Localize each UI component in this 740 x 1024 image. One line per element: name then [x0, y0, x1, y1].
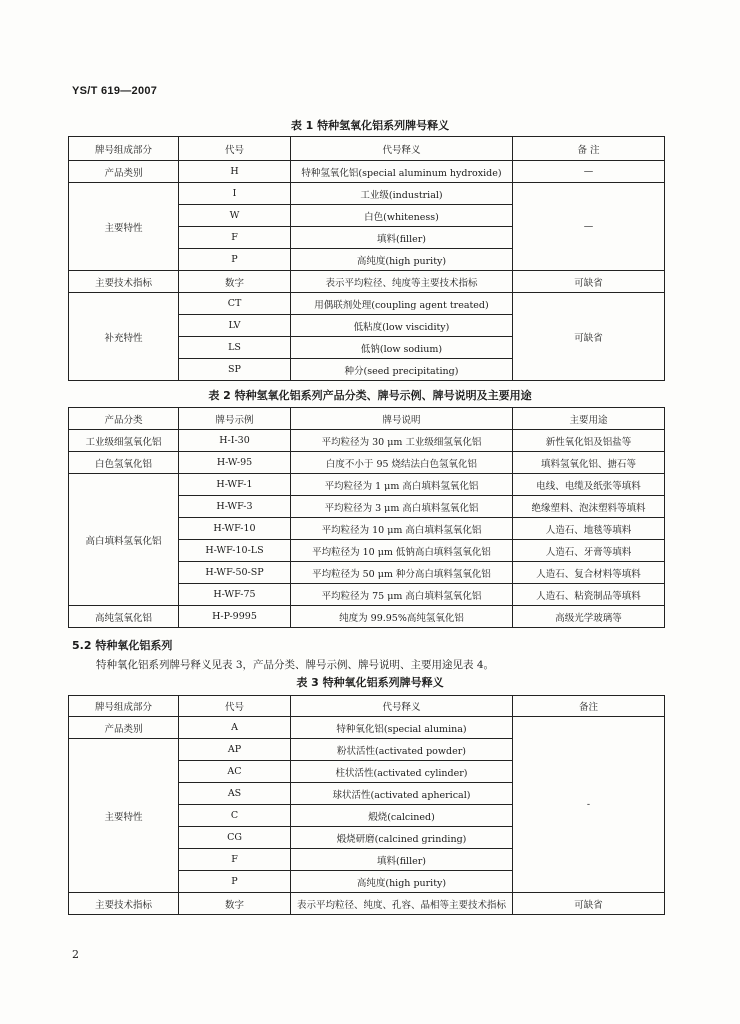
use-cell: 填料氢氧化铝、搪石等 [513, 452, 665, 474]
table-header-row [69, 696, 665, 717]
desc-cell: 纯度为 99.95%高纯氢氧化铝 [291, 606, 513, 628]
code-cell: A [179, 717, 291, 739]
code-cell: I [179, 183, 291, 205]
desc-cell: 平均粒径为 50 μm 种分高白填料氢氧化铝 [291, 562, 513, 584]
use-cell: 人造石、复合材料等填料 [513, 562, 665, 584]
category-cell: 高白填料氢氧化铝 [69, 474, 179, 606]
code-cell: AS [179, 783, 291, 805]
header-cell: 代号 [179, 137, 291, 161]
table-row [69, 474, 665, 496]
table-row [69, 893, 665, 915]
header-cell: 牌号说明 [291, 408, 513, 430]
part-cell: 补充特性 [69, 293, 179, 381]
header-cell: 代号释义 [291, 696, 513, 717]
category-cell: 白色氢氧化铝 [69, 452, 179, 474]
table2-caption: 表 2 特种氢氧化铝系列产品分类、牌号示例、牌号说明及主要用途 [208, 389, 532, 402]
code-cell: C [179, 805, 291, 827]
meaning-cell: 高纯度(high purity) [291, 249, 513, 271]
table-row [69, 717, 665, 739]
code-cell: P [179, 249, 291, 271]
code-cell: 数字 [179, 271, 291, 293]
example-cell: H-WF-75 [179, 584, 291, 606]
category-cell: 工业级细氢氧化铝 [69, 430, 179, 452]
example-cell: H-WF-10-LS [179, 540, 291, 562]
code-cell: P [179, 871, 291, 893]
code-cell: W [179, 205, 291, 227]
use-cell: 人造石、牙膏等填料 [513, 540, 665, 562]
example-cell: H-WF-50-SP [179, 562, 291, 584]
meaning-cell: 填料(filler) [291, 227, 513, 249]
code-cell: F [179, 849, 291, 871]
code-cell: H [179, 161, 291, 183]
table-row [69, 183, 665, 205]
meaning-cell: 低钠(low sodium) [291, 337, 513, 359]
header-cell: 代号释义 [291, 137, 513, 161]
use-cell: 新性氧化铝及铝盐等 [513, 430, 665, 452]
desc-cell: 平均粒径为 1 μm 高白填料氢氧化铝 [291, 474, 513, 496]
table1 [68, 136, 665, 381]
page-number: 2 [72, 948, 79, 961]
code-cell: LV [179, 315, 291, 337]
table3 [68, 695, 665, 915]
desc-cell: 平均粒径为 75 μm 高白填料氢氧化铝 [291, 584, 513, 606]
code-cell: AC [179, 761, 291, 783]
meaning-cell: 白色(whiteness) [291, 205, 513, 227]
use-cell: 人造石、粘瓷制品等填料 [513, 584, 665, 606]
table-row [69, 293, 665, 315]
note-cell: - [513, 717, 665, 893]
meaning-cell: 煅烧研磨(calcined grinding) [291, 827, 513, 849]
meaning-cell: 低粘度(low viscidity) [291, 315, 513, 337]
meaning-cell: 特种氢氧化铝(special aluminum hydroxide) [291, 161, 513, 183]
code-cell: F [179, 227, 291, 249]
part-cell: 产品类别 [69, 161, 179, 183]
code-cell: SP [179, 359, 291, 381]
desc-cell: 白度不小于 95 烧结法白色氢氧化铝 [291, 452, 513, 474]
example-cell: H-I-30 [179, 430, 291, 452]
part-cell: 主要特性 [69, 739, 179, 893]
table-row [69, 271, 665, 293]
note-cell: 可缺省 [513, 271, 665, 293]
note-cell: — [513, 183, 665, 271]
table3-caption: 表 3 特种氧化铝系列牌号释义 [296, 676, 444, 689]
meaning-cell: 填料(filler) [291, 849, 513, 871]
standard-code: YS/T 619—2007 [72, 85, 158, 97]
part-cell: 主要技术指标 [69, 271, 179, 293]
header-cell: 牌号组成部分 [69, 696, 179, 717]
header-cell: 主要用途 [513, 408, 665, 430]
meaning-cell: 特种氧化铝(special alumina) [291, 717, 513, 739]
table2 [68, 407, 665, 628]
code-cell: AP [179, 739, 291, 761]
header-cell: 牌号组成部分 [69, 137, 179, 161]
note-cell: 可缺省 [513, 293, 665, 381]
header-cell: 备注 [513, 696, 665, 717]
desc-cell: 平均粒径为 10 μm 高白填料氢氧化铝 [291, 518, 513, 540]
part-cell: 产品类别 [69, 717, 179, 739]
header-cell: 代号 [179, 696, 291, 717]
header-cell: 产品分类 [69, 408, 179, 430]
table-row [69, 430, 665, 452]
table1-caption: 表 1 特种氢氧化铝系列牌号释义 [290, 119, 450, 132]
meaning-cell: 工业级(industrial) [291, 183, 513, 205]
meaning-cell: 种分(seed precipitating) [291, 359, 513, 381]
part-cell: 主要特性 [69, 183, 179, 271]
meaning-cell: 表示平均粒径、纯度、孔容、晶相等主要技术指标 [291, 893, 513, 915]
note-cell: — [513, 161, 665, 183]
meaning-cell: 柱状活性(activated cylinder) [291, 761, 513, 783]
meaning-cell: 球状活性(activated apherical) [291, 783, 513, 805]
example-cell: H-WF-1 [179, 474, 291, 496]
use-cell: 绝缘塑料、泡沫塑料等填料 [513, 496, 665, 518]
category-cell: 高纯氢氧化铝 [69, 606, 179, 628]
table-row [69, 452, 665, 474]
use-cell: 高级光学玻璃等 [513, 606, 665, 628]
table-row [69, 161, 665, 183]
desc-cell: 平均粒径为 10 μm 低钠高白填料氢氧化铝 [291, 540, 513, 562]
example-cell: H-WF-10 [179, 518, 291, 540]
example-cell: H-P-9995 [179, 606, 291, 628]
note-cell: 可缺省 [513, 893, 665, 915]
desc-cell: 平均粒径为 3 μm 高白填料氢氧化铝 [291, 496, 513, 518]
header-cell: 备 注 [513, 137, 665, 161]
meaning-cell: 表示平均粒径、纯度等主要技术指标 [291, 271, 513, 293]
meaning-cell: 用偶联剂处理(coupling agent treated) [291, 293, 513, 315]
use-cell: 人造石、地毯等填料 [513, 518, 665, 540]
example-cell: H-W-95 [179, 452, 291, 474]
code-cell: CG [179, 827, 291, 849]
table-row [69, 606, 665, 628]
section-paragraph: 特种氧化铝系列牌号释义见表 3，产品分类、牌号示例、牌号说明、主要用途见表 4。 [96, 659, 495, 671]
header-cell: 牌号示例 [179, 408, 291, 430]
desc-cell: 平均粒径为 30 μm 工业级细氢氧化铝 [291, 430, 513, 452]
code-cell: 数字 [179, 893, 291, 915]
part-cell: 主要技术指标 [69, 893, 179, 915]
code-cell: CT [179, 293, 291, 315]
table-header-row [69, 137, 665, 161]
section-heading: 5.2 特种氧化铝系列 [72, 639, 173, 652]
table-header-row [69, 408, 665, 430]
use-cell: 电线、电缆及纸张等填料 [513, 474, 665, 496]
meaning-cell: 高纯度(high purity) [291, 871, 513, 893]
code-cell: LS [179, 337, 291, 359]
meaning-cell: 煅烧(calcined) [291, 805, 513, 827]
example-cell: H-WF-3 [179, 496, 291, 518]
meaning-cell: 粉状活性(activated powder) [291, 739, 513, 761]
